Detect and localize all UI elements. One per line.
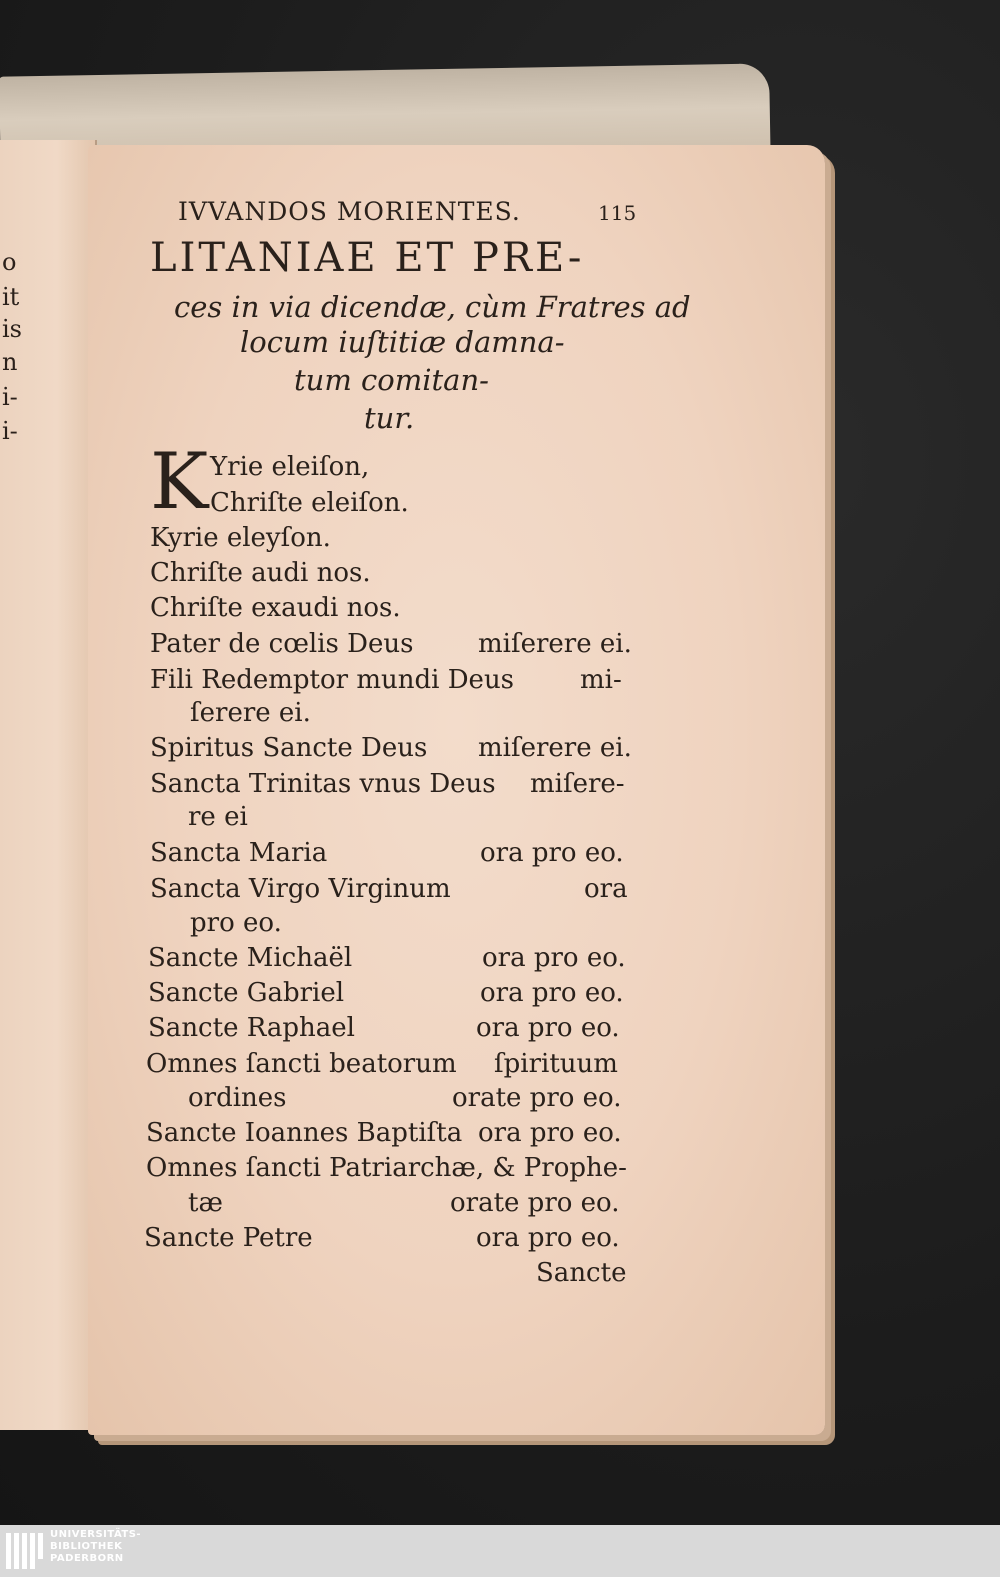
- litany-response: miſerere ei.: [478, 733, 632, 763]
- litany-response: miſerere ei.: [478, 629, 632, 659]
- litany-response: orate pro eo.: [452, 1083, 622, 1113]
- litany-line: pro eo.: [190, 908, 282, 938]
- litany-line: Sancte Gabriel: [148, 978, 345, 1008]
- library-name-line: BIBLIOTHEK: [50, 1541, 123, 1552]
- litany-line: tæ: [188, 1188, 223, 1218]
- left-page-fragment: o: [2, 248, 17, 276]
- litany-response: orate pro eo.: [450, 1188, 620, 1218]
- subtitle-line: tur.: [364, 401, 415, 435]
- litany-response: ora pro eo.: [478, 1118, 622, 1148]
- litany-response: mi-: [580, 665, 622, 695]
- subtitle-line: tum comitan-: [294, 363, 489, 397]
- left-page-fragment: n: [2, 348, 18, 376]
- litany-line: Pater de cœlis Deus: [150, 629, 414, 659]
- library-footer-bar: [0, 1525, 1000, 1577]
- litany-line: Sancta Trinitas vnus Deus: [150, 769, 496, 799]
- catchword: Sancte: [536, 1258, 627, 1288]
- left-page-fragment: is: [2, 315, 22, 343]
- litany-response: ora pro eo.: [480, 838, 624, 868]
- litany-line: Sancte Raphael: [148, 1013, 355, 1043]
- litany-line: Yrie eleiſon,: [210, 452, 370, 482]
- library-name-line: UNIVERSITÄTS-: [50, 1529, 142, 1540]
- library-logo-icon: [6, 1533, 42, 1569]
- litany-line: Kyrie eleyſon.: [150, 523, 331, 553]
- litany-line: ſerere ei.: [190, 698, 311, 728]
- litany-line: Sancta Virgo Virginum: [150, 874, 451, 904]
- subtitle-line: ces in via dicendæ, cùm Fratres ad: [174, 290, 691, 324]
- litany-line: Omnes ſancti beatorum: [146, 1049, 457, 1079]
- left-facing-page: [0, 140, 97, 1430]
- litany-response: ſpirituum: [494, 1049, 618, 1079]
- book-page: [88, 145, 825, 1435]
- litany-line: Sancta Maria: [150, 838, 328, 868]
- library-name: [50, 1529, 141, 1565]
- litany-line: Spiritus Sancte Deus: [150, 733, 428, 763]
- litany-response: ora: [584, 874, 628, 904]
- litany-line: re ei: [188, 802, 248, 832]
- litany-line: Chriſte eleiſon.: [210, 488, 409, 518]
- left-page-fragment: it: [2, 283, 20, 311]
- running-head: IVVANDOS MORIENTES.: [178, 197, 521, 226]
- litany-response: ora pro eo.: [476, 1013, 620, 1043]
- litany-line: ordines: [188, 1083, 287, 1113]
- litany-line: Sancte Michaël: [148, 943, 353, 973]
- subtitle-line: locum iuſtitiæ damna-: [240, 325, 565, 359]
- left-page-fragment: i-: [2, 417, 18, 445]
- litany-line: Sancte Ioannes Baptiſta: [146, 1118, 463, 1148]
- drop-cap: K: [150, 437, 209, 527]
- litany-line: Chriſte exaudi nos.: [150, 593, 401, 623]
- left-page-fragment: i-: [2, 383, 18, 411]
- litany-response: ora pro eo.: [476, 1223, 620, 1253]
- litany-line: Sancte Petre: [144, 1223, 313, 1253]
- litany-response: miſere-: [530, 769, 625, 799]
- page-title: LITANIAE ET PRE-: [150, 235, 585, 281]
- litany-line: Fili Redemptor mundi Deus: [150, 665, 515, 695]
- litany-response: ora pro eo.: [482, 943, 626, 973]
- page-number: 115: [598, 201, 637, 225]
- litany-line: Omnes ſancti Patriarchæ, & Prophe-: [146, 1153, 627, 1183]
- library-name-line: PADERBORN: [50, 1553, 124, 1564]
- litany-response: ora pro eo.: [480, 978, 624, 1008]
- litany-line: Chriſte audi nos.: [150, 558, 371, 588]
